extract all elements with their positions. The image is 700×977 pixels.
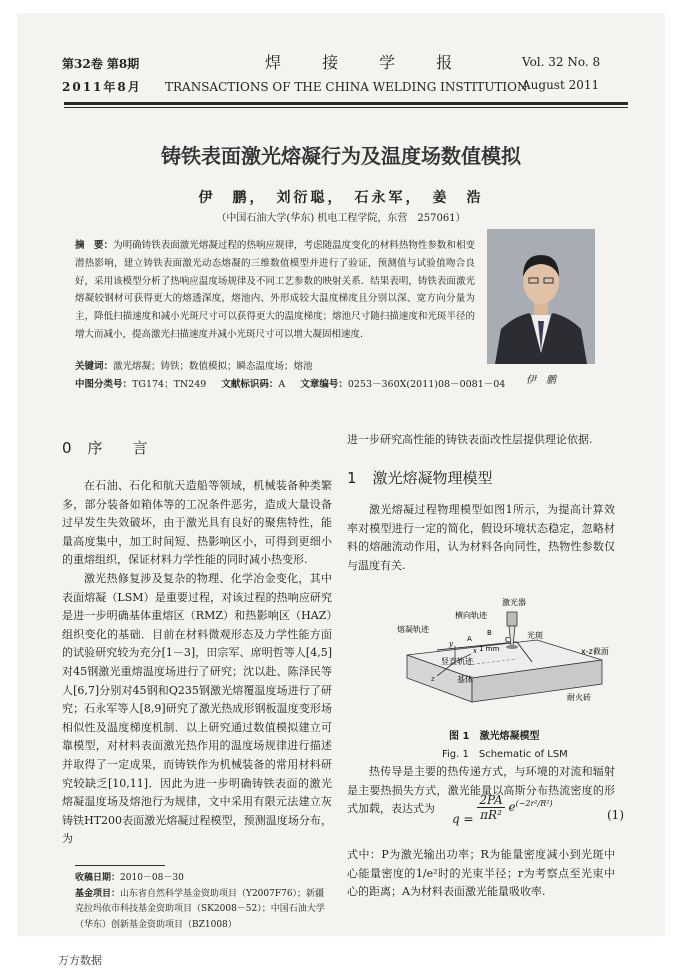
received-date: 2010－08－30: [120, 873, 184, 883]
fig-label-vtrack: 竖直轨迹: [441, 657, 473, 666]
eq-denominator: πR²: [480, 808, 502, 822]
fig-label-c: C: [505, 636, 510, 644]
section-0-title: 序 言: [87, 439, 148, 457]
section-1-heading: [347, 467, 493, 488]
affiliation: （中国石油大学(华东) 机电工程学院，东营 257061）: [216, 213, 466, 224]
fig-label-scan: 横向轨迹: [455, 611, 487, 620]
header-rule: [64, 102, 628, 105]
abstract-text: 为明确铸铁表面激光熔凝过程的热响应规律，考虑随温度变化的材料热物性参数和相变潜热影响，建立铸铁表面激光动态熔凝的三维数值模型并进行了验证，预测值与试验值吻合良好，采用该模型分析了热响应温度场规律及不同工艺参数的映射关系．结果表明，铸铁表面激光熔凝较钢材可获得更大的熔透深度，熔池内、外形成较大温度梯度且分别以深、宽方向分量为主，降低扫描速度和减小光斑尺寸可以获得更大的温度梯度；熔池尺寸随扫描速度和光斑半径的增大而减小，提高激光扫描速度并减小光斑尺寸可以增大凝固相速度．: [75, 240, 475, 340]
model-text-2: 热传导是主要的热传递方式，与环境的对流和辐射是主要热损失方式，激光能量以高斯分布热流密度的形式加载，表达式为: [347, 765, 615, 816]
model-text-1: 激光熔凝过程物理模型如图1所示，为提高计算效率对模型进行一定的简化，假设环境状态稳定，忽略材料的熔融流动作用，认为材料各向同性，热物性参数仅与温度有关.: [347, 503, 615, 572]
eq-exponent: (−2r²/R²): [515, 799, 553, 808]
lsm-schematic-figure: [367, 590, 617, 720]
fig-axis-z: z: [431, 675, 435, 683]
volume-en: Vol. 32 No. 8: [522, 55, 601, 69]
footnote-rule: [75, 865, 165, 866]
keywords-text: 激光熔凝；铸铁；数值模拟；瞬态温度场；熔池: [113, 361, 313, 372]
doc-code-label: 文献标识码：: [221, 379, 279, 390]
fund-label: 基金项目：: [75, 888, 121, 899]
watermark: 万方数据: [58, 954, 102, 967]
fig-label-spot: 光斑: [527, 631, 543, 640]
model-paragraph-3: [347, 846, 615, 902]
fund-text: 山东省自然科学基金资助项目（Y2007F76）；新疆克拉玛依市科技基金资助项目（SK2008－52）；中国石油大学（华东）创新基金资助项目（BZ1008）: [75, 888, 325, 930]
received-label: 收稿日期：: [75, 873, 121, 883]
keywords-label: 关键词：: [75, 361, 114, 372]
photo-caption: 伊 鹏: [526, 375, 556, 386]
fig-axis-x: x: [473, 647, 477, 655]
journal-name-cn: 焊 接 学 报: [265, 53, 471, 72]
author-portrait-icon: [487, 229, 595, 364]
keywords: [75, 358, 313, 372]
section-0-number: 0: [62, 439, 72, 457]
fig-label-brick: 耐火砖: [567, 693, 591, 702]
fig-label-laser: 激光器: [502, 598, 526, 607]
date-en: August 2011: [522, 78, 600, 92]
journal-name-en: TRANSACTIONS OF THE CHINA WELDING INSTITUTION: [165, 80, 528, 94]
article-id-value: 0253－360X(2011)08－0081－04: [347, 379, 506, 390]
section-0-heading: [62, 437, 148, 458]
eq-numerator: 2PA: [479, 793, 503, 807]
fig-label-track: 熔凝轨迹: [397, 625, 429, 634]
equation-number: (1): [607, 808, 624, 822]
section-1-number: 1: [347, 469, 357, 487]
fig-label-a: A: [467, 635, 472, 643]
eq-exp: e: [508, 800, 516, 814]
doc-code-value: A: [278, 379, 286, 390]
header-rule-thin: [64, 107, 628, 108]
section-1-title: 激光熔凝物理模型: [372, 469, 493, 487]
fig-label-substrate: 基体: [457, 675, 473, 684]
right-column-top: [347, 431, 615, 450]
equation-1: [452, 793, 553, 826]
left-column: [62, 477, 332, 849]
intro-paragraph-2: 激光热修复涉及复杂的物理、化学冶金变化，其中表面熔凝（LSM）是重要过程，对该过程的热响应研究是进一步明确基体重熔区（RMZ）和热影响区（HAZ）组织变化的基础．目前在材料微观形态及力学性能方面的试验研究较为充分[1－3]，田宗军、席明哲等人[4,5]对45钢激光重熔温度场进行了研究；沈以赴、陈泽民等人[6,7]分别对45钢和Q235钢激光熔覆温度场进行了研究；石永军等人[8,9]研究了激光热成形钢板温度变形场相似性及温度梯度机制．以上研究通过数值模拟建立可靠模型，对材料表面激光热作用的温度场规律进行描述并取得了一定成果，而铸铁作为机械装备的常用材料研究较缺乏[10,11]．因此为进一步明确铸铁表面的激光熔凝温度场及熔池行为规律，文中采用有限元法建立灰铸铁HT200表面激光熔凝过程模型，预测温度场分布，为: [62, 571, 332, 846]
author-photo: [487, 229, 595, 364]
eq-fraction: [477, 793, 504, 822]
article-id-label: 文章编号：: [300, 379, 348, 390]
abstract-label: 摘 要：: [75, 240, 114, 251]
intro-paragraph-1: 在石油、石化和航天造船等领域，机械装备种类繁多，部分装备如箱体等的工况条件恶劣，造成大量设备过早发生失效破坏，由于激光具有良好的聚焦特性，能量高度集中，加工时间短、热影响区小，可得到更细小的重熔组织，保证材料力学性能的同时减小热变形.: [62, 479, 332, 567]
clc-label: 中图分类号：: [75, 379, 133, 390]
journal-page: [17, 13, 665, 936]
model-paragraph-1: [347, 501, 615, 575]
volume-cn: 第32卷 第8期: [62, 57, 140, 71]
eq-lhs: q =: [452, 812, 478, 826]
authors: 伊 鹏， 刘衍聪， 石永军， 姜 浩: [198, 190, 484, 206]
footnote: [75, 871, 330, 933]
fund-line: [75, 887, 330, 934]
abstract: [75, 237, 475, 344]
intro-continuation: 进一步研究高性能的铸铁表面改性层提供理论依据.: [347, 433, 593, 446]
figure-caption-cn: 图 1 激光熔凝模型: [449, 731, 540, 742]
fig-label-mm: 1 mm: [479, 645, 500, 653]
fig-axis-y: y: [449, 640, 453, 648]
figure-caption-en: Fig. 1 Schematic of LSM: [442, 749, 568, 760]
date-cn: 2011年8月: [62, 80, 142, 94]
received-line: [75, 871, 330, 887]
fig-label-b: B: [487, 629, 492, 637]
classification: [75, 376, 505, 390]
fig-label-section: x-z截面: [581, 647, 609, 656]
paper-title: 铸铁表面激光熔凝行为及温度场数值模拟: [161, 144, 521, 168]
model-text-3: 式中：P为激光输出功率；R为能量密度减小到光斑中心能量密度的1/e²时的光束半径；r为考察点至光束中心的距离；A为材料表面激光能量吸收率.: [347, 848, 615, 899]
clc-value: TG174；TN249: [132, 379, 207, 390]
